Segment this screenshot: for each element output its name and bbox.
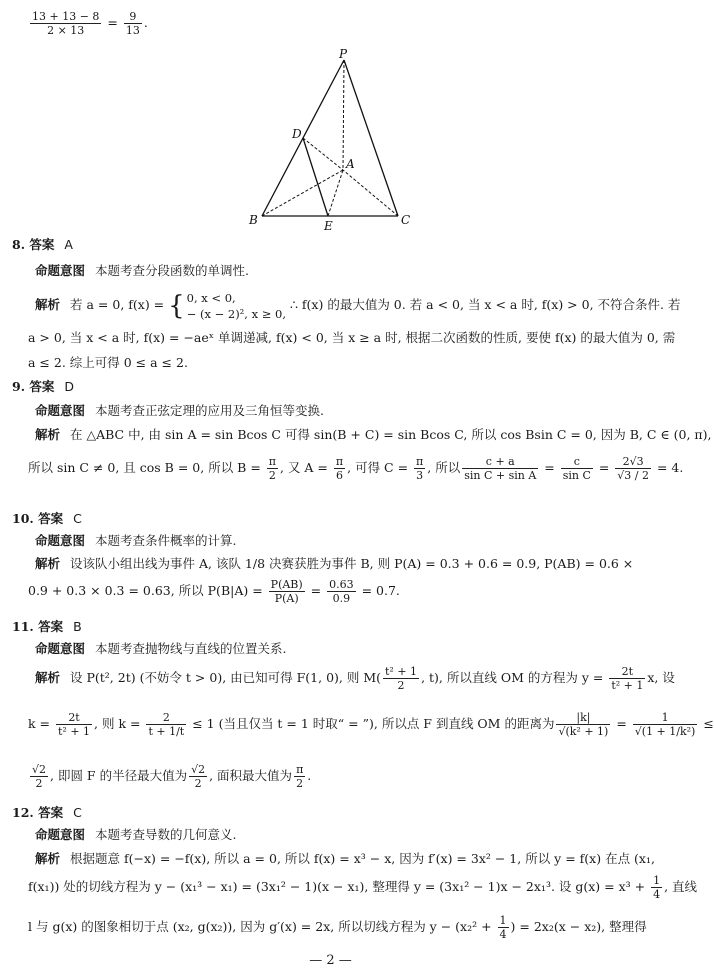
edge-de <box>303 138 328 216</box>
label-e: E <box>324 219 333 233</box>
q11-analysis-2: k = $\frac{2t}{\text{t² + 1}}$ , 则 k = $\frac{2}{t + 1/t}$ ≤ 1 (当且仅当 t = 1 时取“ = ”), 所以点 F 到直线 OM 的距离为 $\frac{|k|}{\text{√(k² + 1)}}$ = $\frac{1}{\text{√(1 + 1/k²)}}$ ≤ <box>28 711 714 738</box>
pyramid-figure <box>240 48 420 238</box>
edge-pc <box>344 60 398 216</box>
fraction: $\frac{13 + 13 - 8}{2 \times 13}$ <box>32 10 100 37</box>
q8-answer: 8. 答案 A <box>12 237 73 252</box>
q9-analysis-2: 所以 sin C ≠ 0, 且 cos B = 0, 所以 B = $\frac{\pi}{2}$ , 又 A = $\frac{\pi}{6}$ , 可得 C = $\frac{\pi}{3}$ , 所以 $\frac{c + a}{\text{sin C + sin A}}$ = $\frac{c}{\text{sin C}}$ = $\frac{2√3}{√3 / 2}$ = 4. <box>28 455 684 482</box>
edge-pa <box>343 60 344 170</box>
q12-analysis-1: 解析 根据题意 f(−x) = −f(x), 所以 a = 0, 所以 f(x) = x³ − x, 因为 f′(x) = 3x² − 1, 所以 y = f(x) 在点 (x₁, <box>35 851 655 866</box>
q12-answer: 12. 答案 C <box>12 805 82 820</box>
q8-analysis-1: 解析 若 a = 0, f(x) = { 0, x < 0, − (x − 2)², x ≥ 0, ∴ f(x) 的最大值为 0. 若 a < 0, 当 x < a 时, f(x) > 0, 不符合条件. 若 <box>35 290 681 321</box>
q12-analysis-3: l 与 g(x) 的图象相切于点 (x₂, g(x₂)), 因为 g′(x) = 2x, 所以切线方程为 y − (x₂² + $\frac{1}{4}$ ) = 2x₂(x − x₂), 整理得 <box>28 914 647 941</box>
q9-answer: 9. 答案 D <box>12 379 75 394</box>
q9-intent: 命题意图 本题考查正弦定理的应用及三角恒等变换. <box>35 403 324 418</box>
q10-analysis-2: 0.9 + 0.3 × 0.3 = 0.63, 所以 P(B|A) = $\frac{P(AB)}{P(A)}$ = $\frac{0.63}{0.9}$ = 0.7. <box>28 578 400 605</box>
q12-intent: 命题意图 本题考查导数的几何意义. <box>35 827 237 842</box>
label-c: C <box>401 213 411 227</box>
label-a: A <box>346 157 355 171</box>
q11-intent: 命题意图 本题考查抛物线与直线的位置关系. <box>35 641 287 656</box>
q11-answer: 11. 答案 B <box>12 619 82 634</box>
q8-analysis-2: a > 0, 当 x < a 时, f(x) = −aeˣ 单调递减, f(x) < 0, 当 x ≥ a 时, 根据二次函数的性质, 要使 f(x) 的最大值为 0, 需 <box>28 330 676 345</box>
q8-analysis-3: a ≤ 2. 综上可得 0 ≤ a ≤ 2. <box>28 355 188 370</box>
q10-analysis-1: 解析 设该队小组出线为事件 A, 该队 1/8 决赛获胜为事件 B, 则 P(A) = 0.3 + 0.6 = 0.9, P(AB) = 0.6 × <box>35 556 634 571</box>
label-p: P <box>339 47 348 61</box>
q12-analysis-2: f(x₁)) 处的切线方程为 y − (x₁³ − x₁) = (3x₁² − 1)(x − x₁), 整理得 y = (3x₁² − 1)x − 2x₁³. 设 g(x) = x³ + $\frac{1}{4}$ , 直线 <box>28 874 698 901</box>
q11-analysis-1: 解析 设 P(t², 2t) (不妨令 t > 0), 由已知可得 F(1, 0), 则 M( $\frac{\text{t² + 1}}{2}$ , t), 所以直线 OM 的方程为 y = $\frac{2t}{\text{t² + 1}}$ x, 设 <box>35 665 675 692</box>
q8-intent: 命题意图 本题考查分段函数的单调性. <box>35 263 249 278</box>
q10-intent: 命题意图 本题考查条件概率的计算. <box>35 533 237 548</box>
q10-answer: 10. 答案 C <box>12 511 82 526</box>
piecewise-cases: 0, x < 0, − (x − 2)², x ≥ 0, <box>186 290 287 321</box>
page-number: — 2 — <box>309 953 352 968</box>
label-d: D <box>292 127 302 141</box>
q11-analysis-3: $\frac{√2}{2}$ , 即圆 F 的半径最大值为 $\frac{√2}{2}$ , 面积最大值为 $\frac{\pi}{2}$ . <box>32 763 312 790</box>
q9-analysis-1: 解析 在 △ABC 中, 由 sin A = sin Bcos C 可得 sin(B + C) = sin Bcos C, 所以 cos Bsin C = 0, 因为 B, C ∈ (0, π), <box>35 427 712 442</box>
label-b: B <box>249 213 258 227</box>
edge-da <box>303 138 343 170</box>
edge-ea <box>328 170 343 216</box>
fraction: $\frac{9}{13}$ <box>125 10 140 37</box>
top-fraction-line: $\frac{13 + 13 - 8}{2 \times 13}$ = $\frac{9}{13}$ . <box>32 10 148 37</box>
